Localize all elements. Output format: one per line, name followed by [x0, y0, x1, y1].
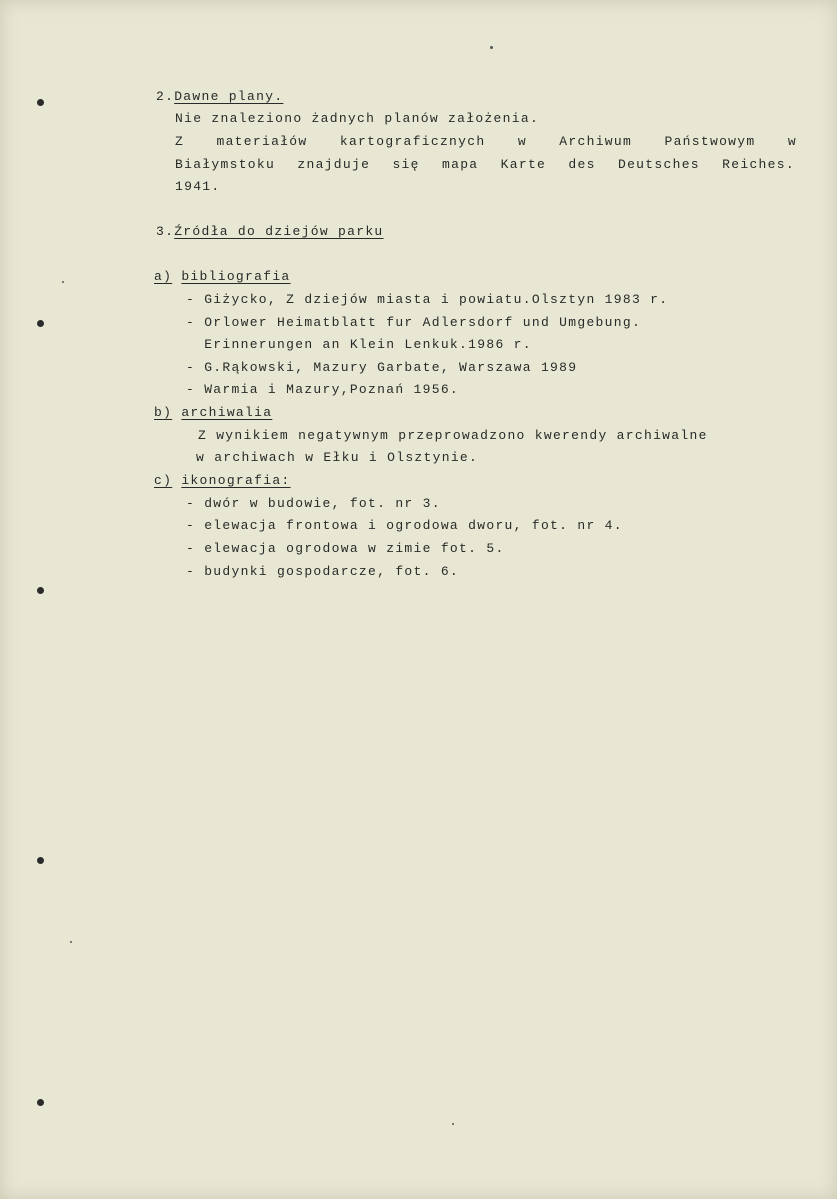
- bibliography-title: bibliografia: [181, 269, 291, 284]
- punch-hole: [37, 99, 44, 106]
- word: w: [787, 134, 797, 149]
- punch-hole: [37, 320, 44, 327]
- archives-label: b): [154, 405, 173, 420]
- section-2-line-1: Nie znaleziono żadnych planów założenia.: [175, 111, 540, 126]
- punch-hole: [37, 587, 44, 594]
- bibliography-item: - G.Rąkowski, Mazury Garbate, Warszawa 1989: [186, 360, 578, 375]
- section-2-line-2: [175, 134, 797, 150]
- paper-speck: [452, 1123, 454, 1125]
- archives-heading: [154, 405, 272, 421]
- paper-speck: [70, 941, 72, 943]
- section-2-title: Dawne plany.: [174, 89, 284, 104]
- word: Z: [175, 134, 185, 149]
- word: Karte: [500, 157, 547, 172]
- section-2-line-3: [175, 157, 795, 173]
- section-2-heading: [156, 89, 283, 105]
- word: materiałów: [216, 134, 308, 149]
- word: kartograficznych: [339, 134, 486, 149]
- punch-hole: [37, 1099, 44, 1106]
- section-2-line-4: 1941.: [175, 179, 221, 194]
- bibliography-item: - Giżycko, Z dziejów miasta i powiatu.Olsztyn 1983 r.: [186, 292, 669, 307]
- word: się: [392, 157, 420, 172]
- paper-speck: [490, 46, 493, 49]
- bibliography-item: - Warmia i Mazury,Poznań 1956.: [186, 382, 460, 397]
- word: Deutsches: [617, 157, 700, 172]
- paper-speck: [62, 281, 64, 283]
- word: Reiches.: [722, 157, 795, 172]
- punch-hole: [37, 857, 44, 864]
- iconography-label: c): [154, 473, 173, 488]
- iconography-title: ikonografia:: [181, 473, 291, 488]
- iconography-item: - dwór w budowie, fot. nr 3.: [186, 496, 441, 511]
- bibliography-item: Erinnerungen an Klein Lenkuk.1986 r.: [186, 337, 532, 352]
- word: des: [568, 157, 596, 172]
- iconography-item: - budynki gospodarcze, fot. 6.: [186, 564, 460, 579]
- iconography-heading: [154, 473, 291, 489]
- word: mapa: [442, 157, 479, 172]
- bibliography-label: a): [154, 269, 173, 284]
- word: Białymstoku: [175, 157, 276, 172]
- archives-line: w archiwach w Ełku i Olsztynie.: [196, 450, 479, 465]
- archives-line: Z wynikiem negatywnym przeprowadzono kwerendy archiwalne: [198, 428, 708, 443]
- word: Archiwum: [559, 134, 633, 149]
- section-3-number: 3.: [156, 224, 175, 239]
- word: w: [517, 134, 527, 149]
- section-3-heading: [156, 224, 384, 240]
- section-2-number: 2.: [156, 89, 175, 104]
- bibliography-item: - Orlower Heimatblatt fur Adlersdorf und Umgebung.: [186, 315, 642, 330]
- word: Państwowym: [664, 134, 756, 149]
- iconography-item: - elewacja ogrodowa w zimie fot. 5.: [186, 541, 505, 556]
- bibliography-heading: [154, 269, 291, 285]
- word: znajduje: [297, 157, 371, 172]
- archives-title: archiwalia: [181, 405, 273, 420]
- iconography-item: - elewacja frontowa i ogrodowa dworu, fot. nr 4.: [186, 518, 623, 533]
- section-3-title: Źródła do dziejów parku: [174, 224, 384, 239]
